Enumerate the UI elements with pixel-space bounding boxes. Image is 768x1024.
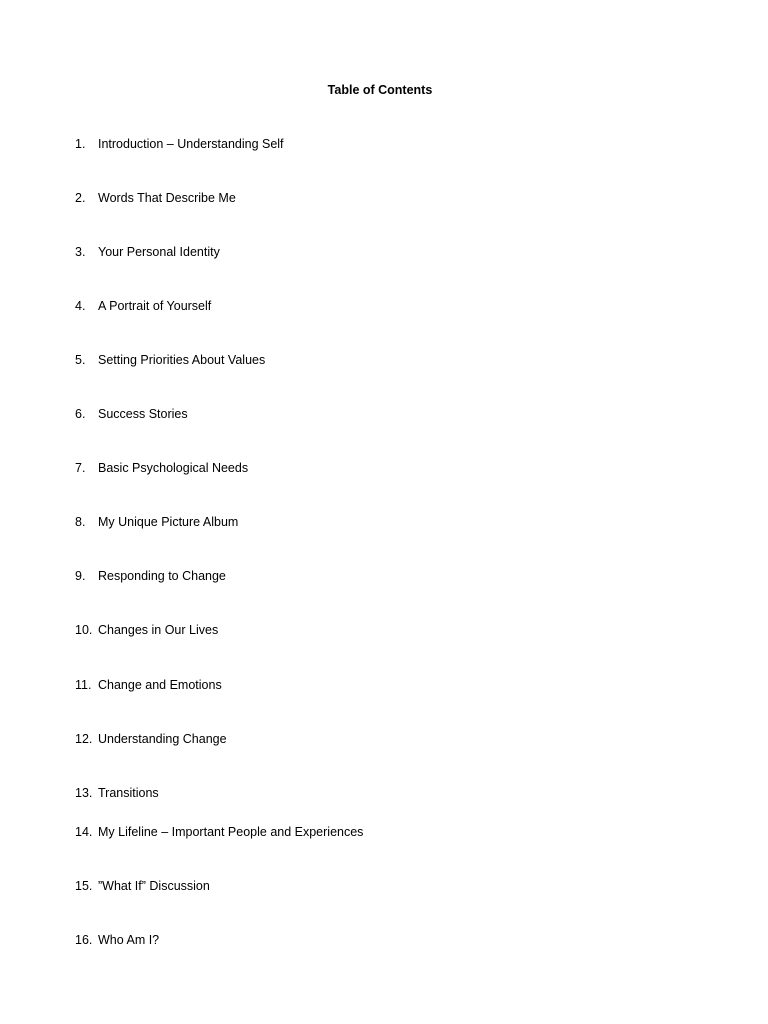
toc-item-number: 7.	[75, 461, 86, 475]
toc-item-number: 13.	[75, 786, 93, 800]
toc-item	[75, 932, 159, 948]
toc-item	[75, 731, 227, 747]
toc-item-number: 8.	[75, 515, 86, 529]
toc-item-text: Who Am I?	[98, 933, 160, 947]
toc-item-number: 2.	[75, 191, 86, 205]
toc-item-number: 16.	[75, 933, 93, 947]
toc-item	[75, 352, 265, 368]
toc-item-text: Transitions	[98, 786, 159, 800]
toc-item-text: Setting Priorities About Values	[98, 353, 266, 367]
toc-item-text: A Portrait of Yourself	[98, 299, 212, 313]
toc-item-text: Basic Psychological Needs	[98, 461, 249, 475]
toc-item	[75, 406, 188, 422]
toc-item-text: Success Stories	[98, 407, 188, 421]
toc-item-number: 12.	[75, 732, 93, 746]
toc-item	[75, 622, 218, 638]
toc-item-number: 4.	[75, 299, 86, 313]
toc-item	[75, 460, 248, 476]
toc-item-number: 14.	[75, 825, 93, 839]
toc-item-text: Understanding Change	[98, 732, 227, 746]
toc-item-text: ”What If” Discussion	[98, 879, 210, 893]
toc-item	[75, 136, 284, 152]
toc-item	[75, 514, 238, 530]
toc-item-number: 10.	[75, 623, 93, 637]
toc-item	[75, 785, 159, 801]
toc-item	[75, 677, 222, 693]
toc-item-number: 6.	[75, 407, 86, 421]
toc-item	[75, 190, 236, 206]
toc-item	[75, 244, 220, 260]
page-title: Table of Contents	[327, 83, 433, 97]
toc-item-number: 3.	[75, 245, 86, 259]
toc-item-text: My Unique Picture Album	[98, 515, 239, 529]
toc-item-number: 1.	[75, 137, 86, 151]
toc-item-number: 5.	[75, 353, 86, 367]
toc-item-number: 15.	[75, 879, 93, 893]
toc-item-number: 9.	[75, 569, 86, 583]
toc-item	[75, 824, 363, 840]
toc-item	[75, 568, 226, 584]
toc-item-text: Change and Emotions	[98, 678, 222, 692]
toc-item	[75, 298, 211, 314]
toc-item-number: 11.	[75, 678, 92, 692]
toc-item	[75, 878, 210, 894]
toc-item-text: Responding to Change	[98, 569, 226, 583]
toc-item-text: My Lifeline – Important People and Experiences	[98, 825, 364, 839]
toc-item-text: Your Personal Identity	[98, 245, 220, 259]
toc-item-text: Changes in Our Lives	[98, 623, 219, 637]
toc-item-text: Introduction – Understanding Self	[98, 137, 284, 151]
toc-item-text: Words That Describe Me	[98, 191, 236, 205]
